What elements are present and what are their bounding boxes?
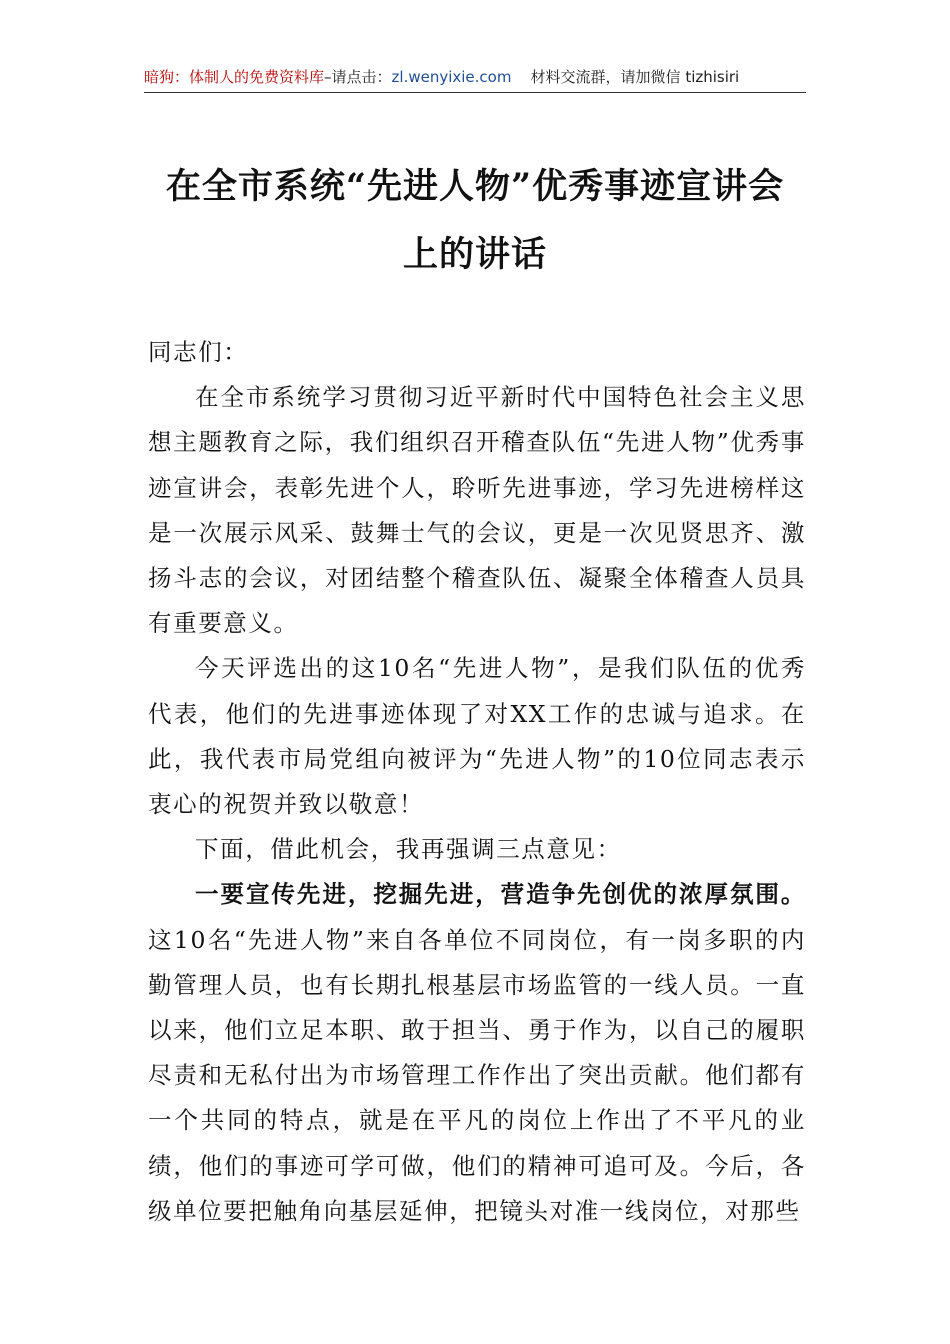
paragraph-4-text: 这10名“先进人物”来自各单位不同岗位，有一岗多职的内勤管理人员，也有长期扎根基层市场监管的一线人员。一直以来，他们立足本职、敢于担当、勇于作为，以自己的履职尽责和无私付出为市场管理工作作出了突出贡献。他们都有一个共同的特点，就是在平凡的岗位上作出了不平凡的业绩，他们的事迹可学可做，他们的精神可追可及。今后，各级单位要把触角向基层延伸，把镜头对准一线岗位，对那些 xyxy=(148,925,806,1225)
promo-link[interactable]: zl.wenyixie.com xyxy=(391,68,512,86)
paragraph-4 xyxy=(148,872,806,1234)
paragraph-4-heading: 一要宣传先进，挖掘先进，营造争先创优的浓厚氛围。 xyxy=(195,880,806,909)
salutation: 同志们： xyxy=(148,338,249,366)
promo-contact: 材料交流群，请加微信 tizhisiri xyxy=(530,68,740,86)
paragraph-1: 在全市系统学习贯彻习近平新时代中国特色社会主义思想主题教育之际，我们组织召开稽查队伍“先进人物”优秀事迹宣讲会，表彰先进个人，聆听先进事迹，学习先进榜样这是一次展示风采、鼓舞士气的会议，更是一次见贤思齐、激扬斗志的会议，对团结整个稽查队伍、凝聚全体稽查人员具有重要意义。 xyxy=(148,383,806,638)
paragraph-2: 今天评选出的这10名“先进人物”，是我们队伍的优秀代表，他们的先进事迹体现了对XX工作的忠诚与追求。在此，我代表市局党组向被评为“先进人物”的10位同志表示衷心的祝贺并致以敬意！ xyxy=(148,654,806,819)
paragraph-3: 下面，借此机会，我再强调三点意见： xyxy=(195,835,622,864)
promo-click-hint: –请点击： xyxy=(324,68,392,86)
promo-header xyxy=(144,62,806,93)
document-title-line-1: 在全市系统“先进人物”优秀事迹宣讲会 xyxy=(165,166,785,207)
promo-site-name: 暗狗：体制人的免费资料库 xyxy=(144,68,325,86)
document-body xyxy=(148,330,806,1234)
document-title-line-2: 上的讲话 xyxy=(402,234,547,275)
